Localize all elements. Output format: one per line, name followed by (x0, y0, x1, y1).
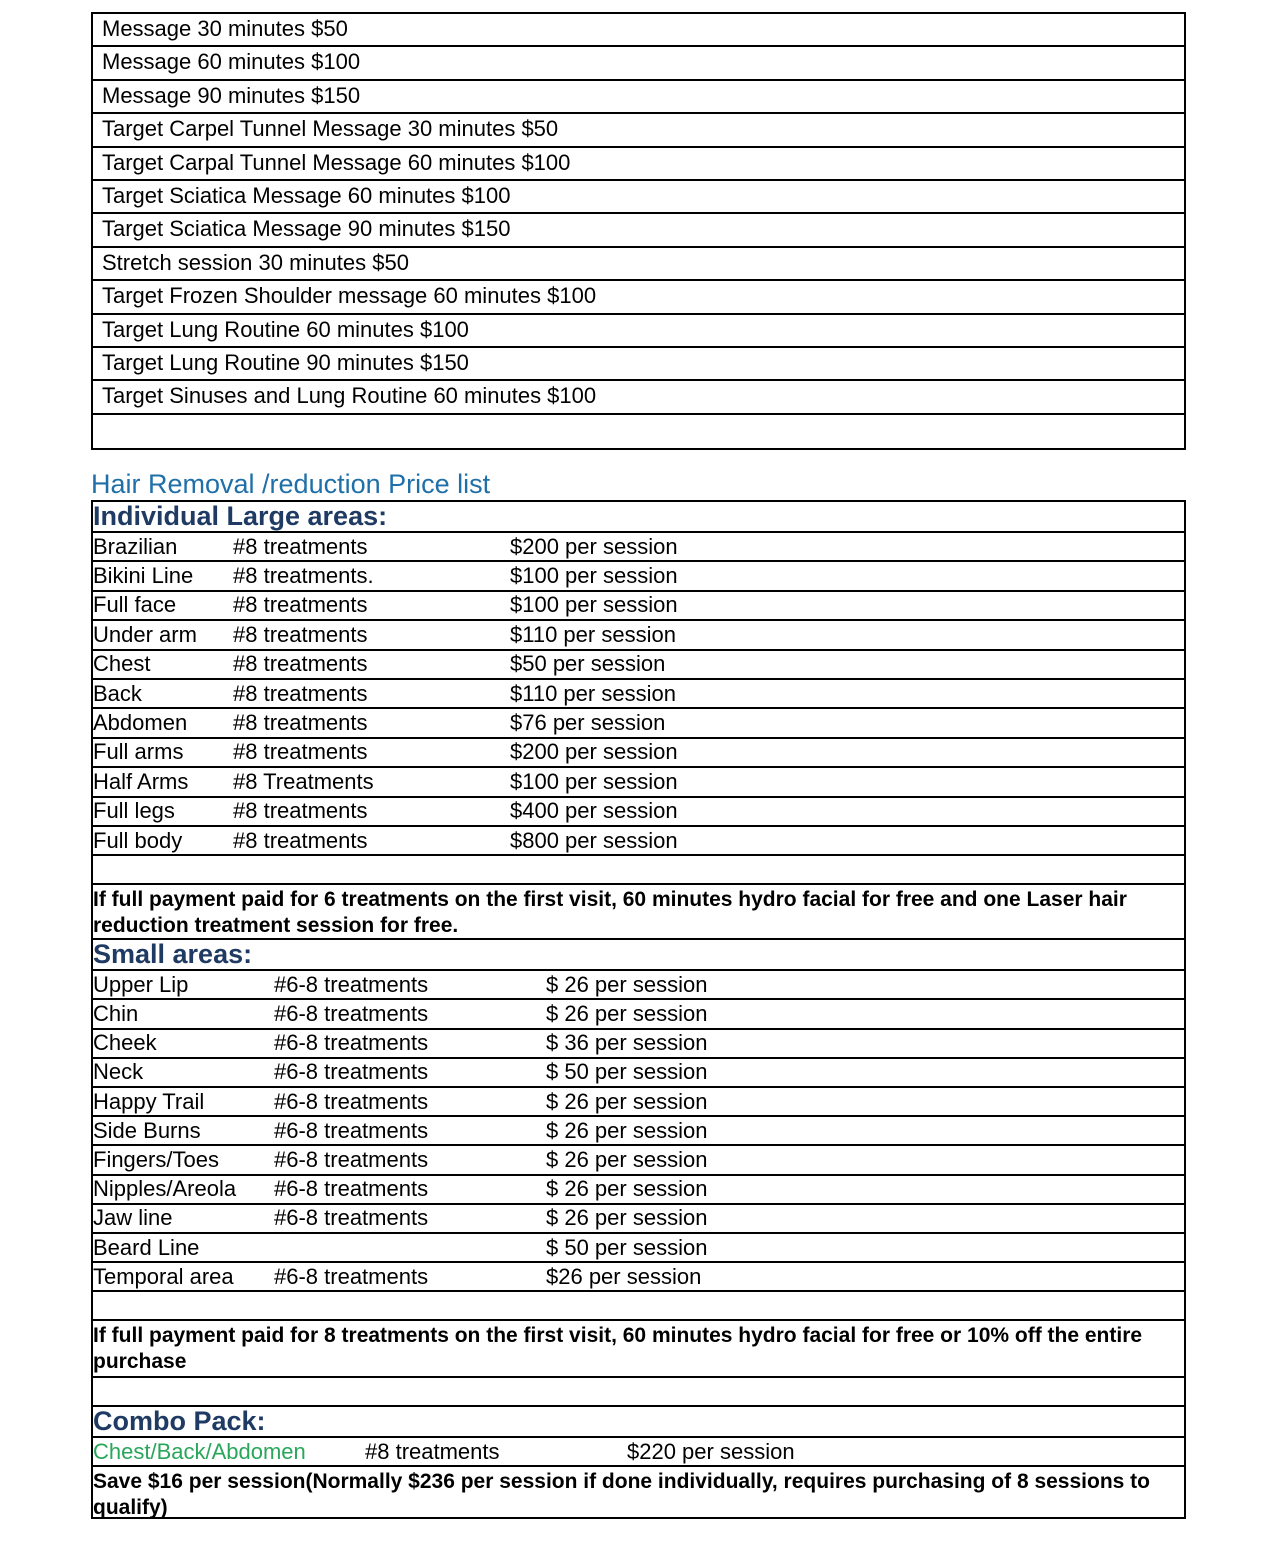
empty-row (93, 1378, 1184, 1407)
table-row (93, 1205, 1184, 1234)
area-name: Side Burns (93, 1117, 201, 1143)
table-row (93, 709, 1184, 738)
session-price: $ 26 per session (546, 1088, 708, 1114)
massage-row: Stretch session 30 minutes $50 (93, 248, 1184, 281)
area-name: Full face (93, 592, 177, 618)
treatment-count: #8 treatments (233, 798, 368, 824)
area-name: Cheek (93, 1030, 157, 1056)
table-row (93, 1117, 1184, 1146)
treatment-count: #6-8 treatments (274, 1059, 429, 1085)
treatment-count: #6-8 treatments (274, 1001, 429, 1027)
massage-row-empty (93, 415, 1184, 448)
massage-row: Message 30 minutes $50 (93, 14, 1184, 47)
table-row (93, 680, 1184, 709)
session-price: $ 26 per session (546, 971, 708, 997)
table-row (93, 1088, 1184, 1117)
treatment-count: #8 treatments (233, 621, 368, 647)
large-areas-heading (93, 502, 1184, 533)
massage-row: Message 60 minutes $100 (93, 47, 1184, 80)
area-name: Half Arms (93, 768, 189, 794)
treatment-count: #8 treatments. (233, 563, 374, 589)
session-price: $110 per session (510, 680, 676, 706)
treatment-count: #6-8 treatments (274, 1088, 429, 1114)
table-row (93, 533, 1184, 562)
treatment-count: #6-8 treatments (274, 1147, 429, 1173)
treatment-count: #6-8 treatments (274, 971, 429, 997)
treatment-count: #8 treatments (233, 710, 368, 736)
treatment-count: #8 treatments (233, 592, 368, 618)
treatment-count: #6-8 treatments (274, 1263, 429, 1289)
table-row (93, 1176, 1184, 1205)
table-row (93, 739, 1184, 768)
table-row (93, 1146, 1184, 1175)
combo-savings-note: Save $16 per session(Normally $236 per session if done individually, requires purchasing of 8 sessions to qualify) (93, 1470, 1150, 1520)
table-row (93, 1030, 1184, 1059)
session-price: $400 per session (510, 798, 678, 824)
hair-removal-title: Hair Removal /reduction Price list (91, 469, 491, 499)
massage-row: Target Frozen Shoulder message 60 minutes $100 (93, 281, 1184, 314)
table-row (93, 768, 1184, 797)
area-name: Fingers/Toes (93, 1147, 219, 1173)
session-price: $800 per session (510, 827, 678, 853)
area-name: Jaw line (93, 1205, 173, 1231)
table-row (93, 1234, 1184, 1263)
session-price: $ 26 per session (546, 1176, 708, 1202)
combo-area-name: Chest/Back/Abdomen (93, 1438, 306, 1464)
area-name: Full legs (93, 798, 175, 824)
table-row (93, 651, 1184, 680)
massage-price-table (91, 12, 1186, 450)
session-price: $ 26 per session (546, 1205, 708, 1231)
session-price: $200 per session (510, 739, 678, 765)
area-name: Temporal area (93, 1263, 234, 1289)
treatment-count: #8 treatments (233, 739, 368, 765)
treatment-count: #8 treatments (233, 651, 368, 677)
small-areas-heading-text: Small areas: (93, 938, 253, 969)
small-areas-offer-note: If full payment paid for 8 treatments on the first visit, 60 minutes hydro facial for free or 10% off the entire purchase (93, 1321, 1184, 1378)
session-price: $ 26 per session (546, 1117, 708, 1143)
massage-row: Target Lung Routine 90 minutes $150 (93, 348, 1184, 381)
session-price: $100 per session (510, 592, 678, 618)
area-name: Beard Line (93, 1234, 200, 1260)
area-name: Bikini Line (93, 563, 194, 589)
session-price: $50 per session (510, 651, 666, 677)
table-row (93, 971, 1184, 1000)
area-name: Upper Lip (93, 971, 189, 997)
session-price: $ 36 per session (546, 1030, 708, 1056)
table-row (93, 592, 1184, 621)
session-price: $200 per session (510, 533, 678, 559)
table-row (93, 827, 1184, 856)
treatment-count: #6-8 treatments (274, 1176, 429, 1202)
session-price: $100 per session (510, 563, 678, 589)
massage-row: Target Sciatica Message 90 minutes $150 (93, 214, 1184, 247)
table-row (93, 1059, 1184, 1088)
massage-row: Target Sinuses and Lung Routine 60 minutes $100 (93, 381, 1184, 414)
combo-pack-heading-text: Combo Pack: (93, 1405, 266, 1436)
treatment-count: #8 treatments (233, 827, 368, 853)
session-price: $ 26 per session (546, 1147, 708, 1173)
table-row (93, 1000, 1184, 1029)
empty-row (93, 1292, 1184, 1321)
table-row (93, 562, 1184, 591)
area-name: Full body (93, 827, 183, 853)
session-price: $110 per session (510, 621, 676, 647)
session-price: $ 50 per session (546, 1234, 708, 1260)
treatment-count: #8 Treatments (233, 768, 374, 794)
area-name: Neck (93, 1059, 144, 1085)
area-name: Under arm (93, 621, 197, 647)
area-name: Chin (93, 1001, 139, 1027)
treatment-count: #6-8 treatments (274, 1205, 429, 1231)
table-row (93, 798, 1184, 827)
small-areas-heading (93, 940, 1184, 971)
treatment-count: #8 treatments (233, 533, 368, 559)
large-areas-offer-note: If full payment paid for 6 treatments on the first visit, 60 minutes hydro facial for free and one Laser hair reduction treatment session for free. (93, 885, 1184, 940)
combo-pack-heading (93, 1407, 1184, 1438)
hair-removal-price-table (91, 500, 1186, 1519)
massage-row: Target Carpel Tunnel Message 30 minutes $50 (93, 114, 1184, 147)
table-row (93, 621, 1184, 650)
treatment-count: #6-8 treatments (274, 1030, 429, 1056)
massage-row: Target Sciatica Message 60 minutes $100 (93, 181, 1184, 214)
massage-row: Message 90 minutes $150 (93, 81, 1184, 114)
session-price: $100 per session (510, 768, 678, 794)
session-price: $ 50 per session (546, 1059, 708, 1085)
treatment-count: #6-8 treatments (274, 1117, 429, 1143)
session-price: $ 26 per session (546, 1001, 708, 1027)
area-name: Nipples/Areola (93, 1176, 237, 1202)
treatment-count: #8 treatments (233, 680, 368, 706)
large-areas-heading-text: Individual Large areas: (93, 500, 388, 531)
session-price: $26 per session (546, 1263, 702, 1289)
area-name: Brazilian (93, 533, 178, 559)
area-name: Full arms (93, 739, 184, 765)
treatment-count: #8 treatments (365, 1438, 500, 1464)
table-row (93, 1263, 1184, 1292)
area-name: Happy Trail (93, 1088, 205, 1114)
session-price: $220 per session (627, 1438, 795, 1464)
area-name: Chest (93, 651, 151, 677)
massage-row: Target Carpal Tunnel Message 60 minutes $100 (93, 148, 1184, 181)
session-price: $76 per session (510, 710, 666, 736)
massage-row: Target Lung Routine 60 minutes $100 (93, 315, 1184, 348)
combo-row (93, 1438, 1184, 1467)
area-name: Back (93, 680, 142, 706)
area-name: Abdomen (93, 710, 188, 736)
empty-row (93, 856, 1184, 885)
